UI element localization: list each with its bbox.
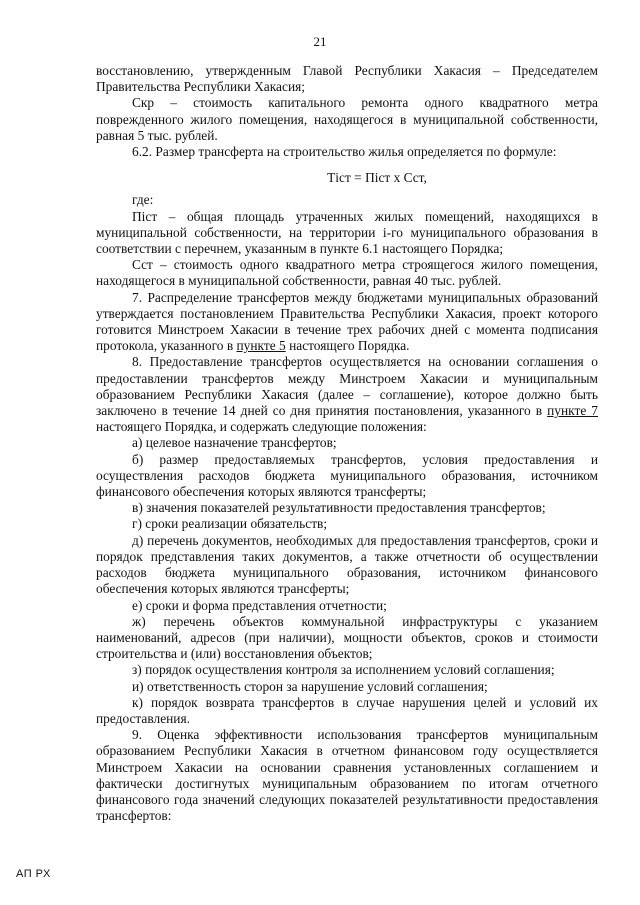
paragraph-text: настоящего Порядка, и содержать следующие положения:	[96, 419, 427, 435]
paragraph-text: 8. Предоставление трансфертов осуществляется на основании соглашения о предоставлении трансфертов между Минстроем Хакасии и муниципальным образованием Республики Хакасия (далее – соглашение), которое должно быть заключено в течение 14 дней со дня принятия постановления, указанного в	[96, 354, 598, 419]
list-item: к) порядок возврата трансфертов в случае нарушения целей и условий их предоставления.	[96, 694, 598, 726]
formula: Тiст = Пiст х Сст,	[327, 170, 427, 186]
paragraph: Сст – стоимость одного квадратного метра строящегося жилого помещения, находящегося в муниципальной собственности, равная 40 тыс. рублей.	[96, 257, 598, 289]
page-number: 21	[313, 34, 327, 49]
list-item: г) сроки реализации обязательств;	[132, 516, 328, 532]
paragraph: Скр – стоимость капитального ремонта одного квадратного метра поврежденного жилого помещения, находящегося в муниципальной собственности, равная 5 тыс. рублей.	[96, 95, 598, 143]
link-clause-5[interactable]: пункте 5	[236, 338, 286, 354]
list-item: з) порядок осуществления контроля за исполнением условий соглашения;	[132, 662, 555, 678]
list-item: а) целевое назначение трансфертов;	[132, 435, 337, 451]
list-item: е) сроки и форма представления отчетности;	[132, 597, 387, 613]
document-body	[96, 63, 598, 824]
paragraph-text: настоящего Порядка.	[289, 338, 410, 354]
link-clause-7[interactable]: пункте 7	[547, 403, 599, 419]
paragraph	[96, 354, 598, 435]
paragraph: 6.2. Размер трансферта на строительство жилья определяется по формуле:	[132, 144, 557, 160]
list-item: ж) перечень объектов коммунальной инфраструктуры с указанием наименований, адресов (при наличии), мощности объектов, сроков и стоимости строительства и (или) восстановления объектов;	[96, 613, 598, 662]
paragraph: где:	[132, 192, 154, 208]
footer-stamp: АП РХ	[16, 868, 51, 880]
list-item: и) ответственность сторон за нарушение условий соглашения;	[132, 678, 488, 694]
paragraph	[96, 290, 598, 355]
list-item: в) значения показателей результативности предоставления трансфертов;	[132, 500, 546, 516]
list-item: д) перечень документов, необходимых для предоставления трансфертов, сроки и порядок представления таких документов, а также отчетности об осуществлении расходов бюджета муниципального образования, источником финансового обеспечения которых являются трансферты;	[96, 532, 598, 597]
paragraph-text: 7. Распределение трансфертов между бюджетами муниципальных образований утверждается постановлением Правительства Республики Хакасия, проект которого готовится Минстроем Хакасии в течение трех рабочих дней с момента подписания протокола, указанного в	[96, 289, 598, 354]
paragraph: Пiст – общая площадь утраченных жилых помещений, находящихся в муниципальной собственности, на территории i-го муниципального образования в соответствии с перечнем, указанным в пункте 6.1 настоящего Порядка;	[96, 208, 598, 257]
list-item: б) размер предоставляемых трансфертов, условия предоставления и осуществления расходов бюджета муниципального образования, источником финансового обеспечения которых являются трансферты;	[96, 451, 598, 500]
paragraph: 9. Оценка эффективности использования трансфертов муниципальным образованием Республики Хакасия в отчетном финансовом году осуществляется Минстроем Хакасии на основании сравнения установленных соглашением и фактически достигнутых муниципальным образованием по итогам отчетного финансового года значений следующих показателей результативности предоставления трансфертов:	[96, 727, 598, 824]
paragraph: восстановлению, утвержденным Главой Республики Хакасия – Председателем Правительства Республики Хакасия;	[96, 63, 598, 95]
